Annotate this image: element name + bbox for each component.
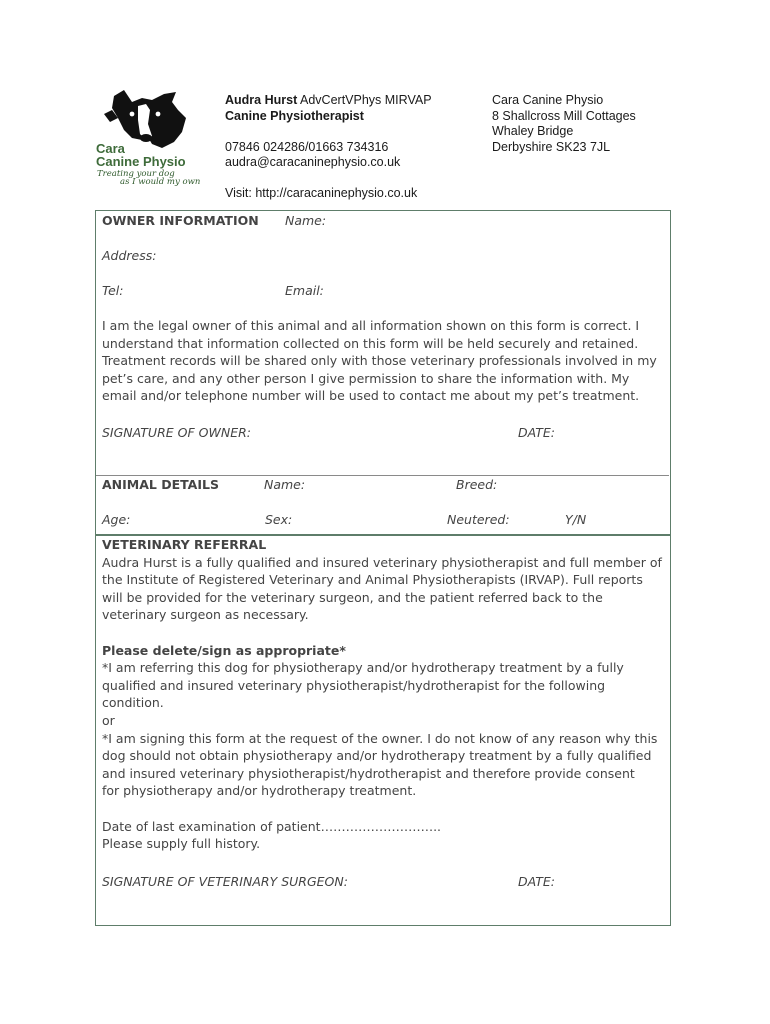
declaration-line: I am the legal owner of this animal and all information shown on this form is correct. I xyxy=(102,318,640,333)
website-link[interactable]: Visit: http://caracaninephysio.co.uk xyxy=(225,186,418,200)
referral-option-2-line: for physiotherapy and/or hydrotherapy treatment. xyxy=(102,783,417,799)
referral-option-2-line: and insured veterinary physiotherapist/hydrotherapist and therefore provide consent xyxy=(102,765,635,781)
logo xyxy=(94,88,204,188)
vet-intro-line: Audra Hurst is a fully qualified and insured veterinary physiotherapist and full member of xyxy=(102,554,662,570)
declaration-line: email and/or telephone number will be used to contact me about my pet’s treatment. xyxy=(102,388,640,404)
logo-cara: Cara xyxy=(96,141,125,156)
declaration-line: pet’s care, and any other person I give permission to share the information with. My xyxy=(102,370,630,386)
owner-declaration xyxy=(102,317,667,405)
or-separator: or xyxy=(102,712,115,728)
therapist-credentials: AdvCertVPhys MIRVAP xyxy=(297,93,432,107)
owner-tel-label[interactable]: Tel: xyxy=(102,283,124,298)
owner-name-label[interactable]: Name: xyxy=(285,213,327,228)
referral-option-1-line: qualified and insured veterinary physiotherapist/hydrotherapist for the following xyxy=(102,677,606,693)
owner-address-label[interactable]: Address: xyxy=(102,248,157,263)
animal-breed-label[interactable]: Breed: xyxy=(456,477,498,492)
therapist-phone: 07846 024286/01663 734316 xyxy=(225,139,389,154)
practice-address xyxy=(492,93,672,155)
therapist-email[interactable]: audra@caracaninephysio.co.uk xyxy=(225,155,401,169)
logo-tagline-1: Treating your dog xyxy=(97,169,175,179)
therapist-name: Audra Hurst xyxy=(225,93,298,107)
vet-intro-line: will be provided for the veterinary surgeon, and the patient referred back to the xyxy=(102,589,603,605)
address-line-2: 8 Shallcross Mill Cottages xyxy=(492,108,636,123)
last-examination-field[interactable]: Date of last examination of patient……………………….. xyxy=(102,818,442,834)
vet-date-label[interactable]: DATE: xyxy=(518,874,556,889)
animal-age-label[interactable]: Age: xyxy=(102,512,131,527)
delete-sign-heading: Please delete/sign as appropriate* xyxy=(102,642,346,658)
owner-email-label[interactable]: Email: xyxy=(285,283,324,298)
neutered-yn-option[interactable]: Y/N xyxy=(565,512,587,527)
therapist-details xyxy=(225,93,490,202)
animal-name-label[interactable]: Name: xyxy=(264,477,306,492)
referral-option-2-line[interactable]: *I am signing this form at the request of the owner. I do not know of any reason why this xyxy=(102,730,658,746)
vet-intro-line: the Institute of Registered Veterinary and Animal Physiotherapists (IRVAP). Full reports xyxy=(102,572,643,588)
full-history-label: Please supply full history. xyxy=(102,836,261,852)
owner-info-heading: OWNER INFORMATION xyxy=(102,213,259,228)
logo-canine-physio: Canine Physio xyxy=(96,154,186,169)
logo-tagline-2: as I would my own xyxy=(120,177,201,187)
vet-referral-heading: VETERINARY REFERRAL xyxy=(102,537,267,552)
referral-option-1-line: condition. xyxy=(102,695,164,711)
vet-referral-section xyxy=(102,536,667,853)
address-line-1: Cara Canine Physio xyxy=(492,93,604,107)
address-line-3: Whaley Bridge xyxy=(492,124,574,138)
vet-signature-label[interactable]: SIGNATURE OF VETERINARY SURGEON: xyxy=(102,874,348,889)
declaration-line: Treatment records will be shared only with those veterinary professionals involved in my xyxy=(102,353,657,369)
referral-option-1-line[interactable]: *I am referring this dog for physiotherapy and/or hydrotherapy treatment by a fully xyxy=(102,660,624,676)
owner-signature-label[interactable]: SIGNATURE OF OWNER: xyxy=(102,425,251,440)
animal-details-heading: ANIMAL DETAILS xyxy=(102,477,219,492)
animal-neutered-label[interactable]: Neutered: xyxy=(447,512,510,527)
therapist-title: Canine Physiotherapist xyxy=(225,108,364,123)
therapist-name-line xyxy=(225,93,490,109)
animal-sex-label[interactable]: Sex: xyxy=(265,512,293,527)
declaration-line: understand that information collected on this form will be held securely and retained. xyxy=(102,335,639,351)
referral-option-2-line: dog should not obtain physiotherapy and/or hydrotherapy treatment by a fully qualified xyxy=(102,748,652,764)
vet-intro-line: veterinary surgeon as necessary. xyxy=(102,607,309,623)
address-line-4: Derbyshire SK23 7JL xyxy=(492,139,611,154)
owner-date-label[interactable]: DATE: xyxy=(518,425,556,440)
